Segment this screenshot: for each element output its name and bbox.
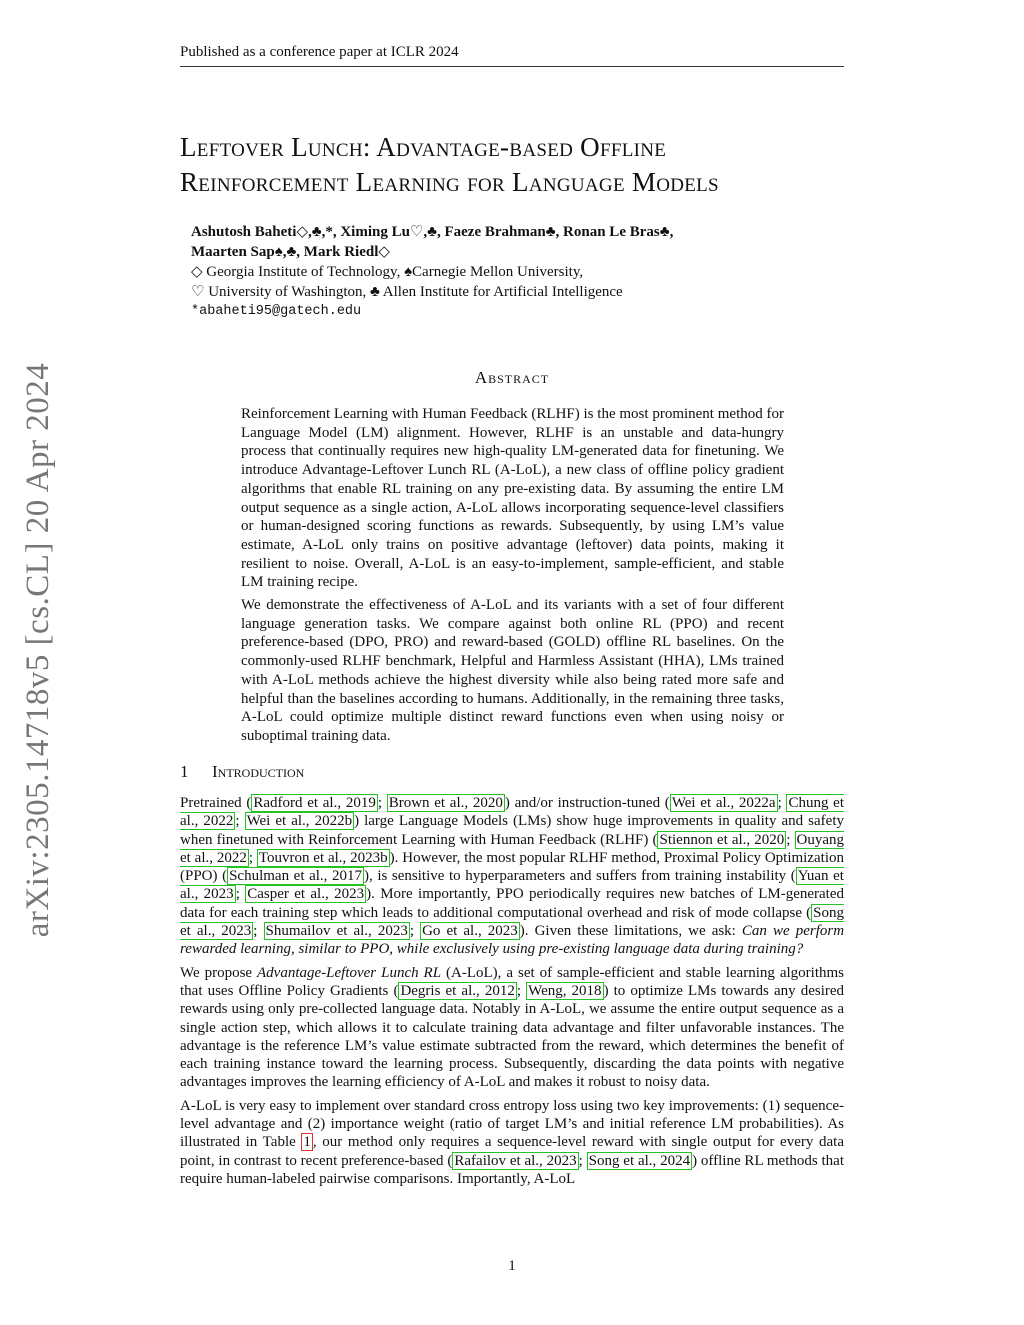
citation-link[interactable]: Casper et al., 2023 [247, 886, 365, 903]
citation-link[interactable]: Go et al., 2023 [422, 923, 518, 940]
section-title: Introduction [212, 762, 305, 781]
citation-link[interactable]: Wei et al., 2022b [246, 813, 353, 830]
citation-link[interactable]: Ouyang et al., 2022 [180, 831, 844, 866]
abstract-heading: Abstract [474, 368, 550, 387]
title-line-2: Reinforcement Learning for Language Models [180, 167, 719, 197]
page-number: 1 [508, 1258, 516, 1274]
citation-link[interactable]: Stiennon et al., 2020 [659, 831, 785, 848]
running-head: Published as a conference paper at ICLR 2024 [180, 44, 459, 60]
citation-link[interactable]: Yuan et al., 2023 [180, 868, 844, 903]
citation-link[interactable]: Weng, 2018 [528, 982, 602, 999]
abstract-paragraph-2: We demonstrate the effectiveness of A-LoL and its variants with a set of four different language generation tasks. We compare against both online RL (PPO) and recent preference-based (DPO, PRO) and reward-based (GOLD) offline RL baselines. On the commonly-used RLHF benchmark, Helpful and Harmless Assistant (HHA), LMs trained with A-LoL methods achieve the highest diversity while also being rated more safe and helpful than the baselines according to humans. Additionally, in the remaining three tasks, A-LoL could optimize multiple distinct reward functions even when using noisy or suboptimal training data. [241, 597, 784, 744]
header-rule [180, 66, 844, 67]
affiliation-line-2: ♡ University of Washington, ♣ Allen Institute for Artificial Intelligence [191, 284, 623, 300]
title-line-1: Leftover Lunch: Advantage-based Offline [180, 132, 667, 162]
citation-link[interactable]: Chung et al., 2022 [180, 795, 845, 830]
affiliation-line-1: ◇ Georgia Institute of Technology, ♠Carnegie Mellon University, [191, 264, 584, 280]
section-number: 1 [180, 762, 189, 781]
paper-title [180, 130, 860, 200]
citation-link[interactable]: Brown et al., 2020 [388, 795, 503, 811]
intro-paragraph-1: Pretrained ( Radford et al., 2019 ; Brown et al., 2020 ) and/or instruction-tuned ( Wei et al., 2022a ; Chung et al., 2022 ; Wei et al., 2022b ) large Language Models (LMs) show huge improvements in quality and safety when finetuned with Reinforcement Learning with Human Feedback (RLHF) ( Stiennon et al., 2020 ; Ouyang et al., 2022 ; Touvron et al., 2023b ). However, the most popular RLHF method, Proximal Policy Optimization (PPO) ( Schulman et al., 2017 ), is sensitive to hyperparameters and suffers from training instability ( Yuan et al., 2023 ; Casper et al., 2023 ). More importantly, PPO periodically requires new batches of LM-generated data for each training step which leads to additional computational overhead and risk of mode collapse ( Song et al., 2023 ; Shumailov et al., 2023 ; Go et al., 2023 ). Given these limitations, we ask: Can we perform rewarded learning, similar to PPO, while exclusively using pre-existing language data during training? [180, 795, 845, 958]
citation-link[interactable]: Song et al., 2023 [180, 904, 844, 940]
arxiv-sidebar-stamp: arXiv:2305.14718v5 [cs.CL] 20 Apr 2024 [20, 362, 56, 938]
citation-link[interactable]: Song et al., 2024 [588, 1152, 691, 1169]
abstract-paragraph-1: Reinforcement Learning with Human Feedback (RLHF) is the most prominent method for Language Model (LM) alignment. However, RLHF is an unstable and data-hungry process that continually requires new high-quality LM-generated data for finetuning. We introduce Advantage-Leftover Lunch RL (A-LoL), a new class of offline policy gradient algorithms that enable RL training on any pre-existing data. By assuming the entire LM output sequence as a single action, A-LoL allows incorporating sequence-level classifiers or human-designed scoring functions as rewards. Subsequently, by using LM’s value estimate, A-LoL only trains on positive advantage (leftover) data points, making it resilient to noise. Overall, A-LoL is an easy-to-implement, sample-efficient, and stable LM training recipe. [241, 406, 784, 591]
citation-link[interactable]: Degris et al., 2012 [400, 982, 515, 999]
citation-link[interactable]: Shumailov et al., 2023 [265, 923, 408, 940]
table-reference-link[interactable]: 1 [303, 1134, 311, 1151]
research-question: Can we perform rewarded learning, similar to PPO, while exclusively using pre-existing language data during training? [180, 923, 845, 958]
author-names-line-1: Ashutosh Baheti◇,♣,*, Ximing Lu♡,♣, Faeze Brahman♣, Ronan Le Bras♣, [191, 224, 674, 240]
author-block [191, 222, 851, 322]
citation-link[interactable]: Rafailov et al., 2023 [454, 1152, 577, 1169]
section-heading-introduction [180, 762, 304, 782]
citation-link[interactable]: Schulman et al., 2017 [229, 868, 362, 885]
abstract-body [241, 405, 784, 750]
intro-paragraph-2: We propose Advantage-Leftover Lunch RL (A-LoL), a set of sample-efficient and stable learning algorithms that uses Offline Policy Gradients ( Degris et al., 2012 ; Weng, 2018 ) to optimize LMs towards any desired rewards using only pre-collected language data. Notably in A-LoL, we assume the entire output sequence as a single action step, which allows it to calculate training data advantage and filter unfavorable instances. The advantage is the reference LM’s value estimate subtracted from the reward, which determines the benefit of each training instance toward the learning process. Subsequently, discarding the data points with negative advantages improves the learning efficiency of A-LoL and makes it robust to noisy data. [180, 964, 845, 1091]
intro-paragraph-3: A-LoL is very easy to implement over standard cross entropy loss using two key improvements: (1) sequence-level advantage and (2) importance weight (ratio of target LM’s and initial reference LM probabilities). As illustrated in Table 1 , our method only requires a sequence-level reward with single output for every data point, in contrast to recent preference-based ( Rafailov et al., 2023 ; Song et al., 2024 ) offline RL methods that require human-labeled pairwise comparisons. Importantly, A-LoL [180, 1097, 845, 1187]
citation-link[interactable]: Radford et al., 2019 [253, 795, 376, 811]
citation-link[interactable]: Touvron et al., 2023b [258, 849, 388, 866]
author-names-line-2: Maarten Sap♠,♣, Mark Riedl◇ [191, 244, 390, 260]
citation-link[interactable]: Wei et al., 2022a [671, 795, 776, 811]
introduction-body [180, 794, 844, 1193]
author-email[interactable]: *abaheti95@gatech.edu [191, 304, 362, 319]
